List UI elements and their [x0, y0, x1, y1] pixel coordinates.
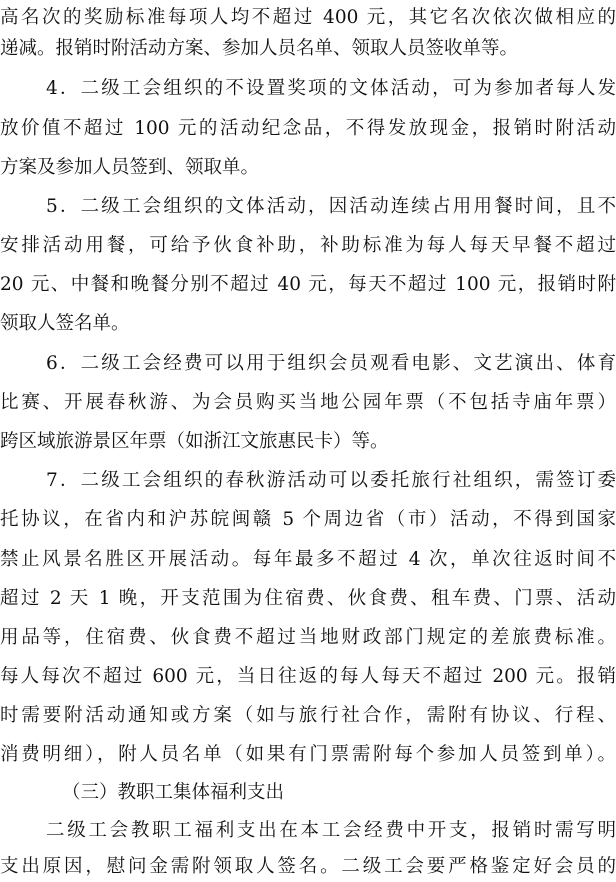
text-line: 托协议，在省内和沪苏皖闽赣 5 个周边省（市）活动，不得到国家: [0, 509, 616, 530]
text-line: 比赛、开展春秋游、为会员购买当地公园年票（不包括寺庙年票）: [0, 392, 616, 413]
text-line: 递减。报销时附活动方案、参加人员名单、领取人员签收单等。: [0, 38, 519, 59]
text-line: 高名次的奖励标准每项人均不超过 400 元，其它名次依次做相应的: [0, 7, 616, 28]
text-line: 时需要附活动通知或方案（如与旅行社合作，需附有协议、行程、: [0, 705, 616, 726]
text-line: 二级工会教职工福利支出在本工会经费中开支，报销时需写明: [46, 820, 616, 841]
text-line: 禁止风景名胜区开展活动。每年最多不超过 4 次，单次往返时间不: [0, 549, 616, 570]
text-line: 支出原因，慰问金需附领取人签名。二级工会要严格鉴定好会员的: [0, 856, 616, 877]
text-line: 跨区域旅游景区年票（如浙江文旅惠民卡）等。: [0, 431, 389, 452]
text-line: 5．二级工会组织的文体活动，因活动连续占用用餐时间，且不: [46, 196, 616, 217]
text-line: 消费明细），附人员名单（如果有门票需附每个参加人员签到单）。: [0, 744, 616, 765]
text-line: 方案及参加人员签到、领取单。: [0, 157, 260, 178]
text-line: 7．二级工会组织的春秋游活动可以委托旅行社组织，需签订委: [46, 470, 616, 491]
text-line: 放价值不超过 100 元的活动纪念品，不得发放现金，报销时附活动: [0, 118, 616, 139]
text-line: 每人每次不超过 600 元，当日往返的每人每天不超过 200 元。报销: [0, 666, 616, 687]
text-line: 领取人签名单。: [0, 313, 130, 334]
text-line: 安排活动用餐，可给予伙食补助，补助标准为每人每天早餐不超过: [0, 235, 616, 256]
text-line: 用品等，住宿费、伙食费不超过当地财政部门规定的差旅费标准。: [0, 627, 616, 648]
text-line: 20 元、中餐和晚餐分别不超过 40 元，每天不超过 100 元，报销时附: [0, 274, 616, 295]
text-line: 超过 2 天 1 晚，开支范围为住宿费、伙食费、租车费、门票、活动: [0, 588, 616, 609]
section-heading: （三）教职工集体福利支出: [62, 782, 285, 803]
text-line: 4．二级工会组织的不设置奖项的文体活动，可为参加者每人发: [46, 78, 616, 99]
text-line: 6．二级工会经费可以用于组织会员观看电影、文艺演出、体育: [46, 353, 616, 374]
